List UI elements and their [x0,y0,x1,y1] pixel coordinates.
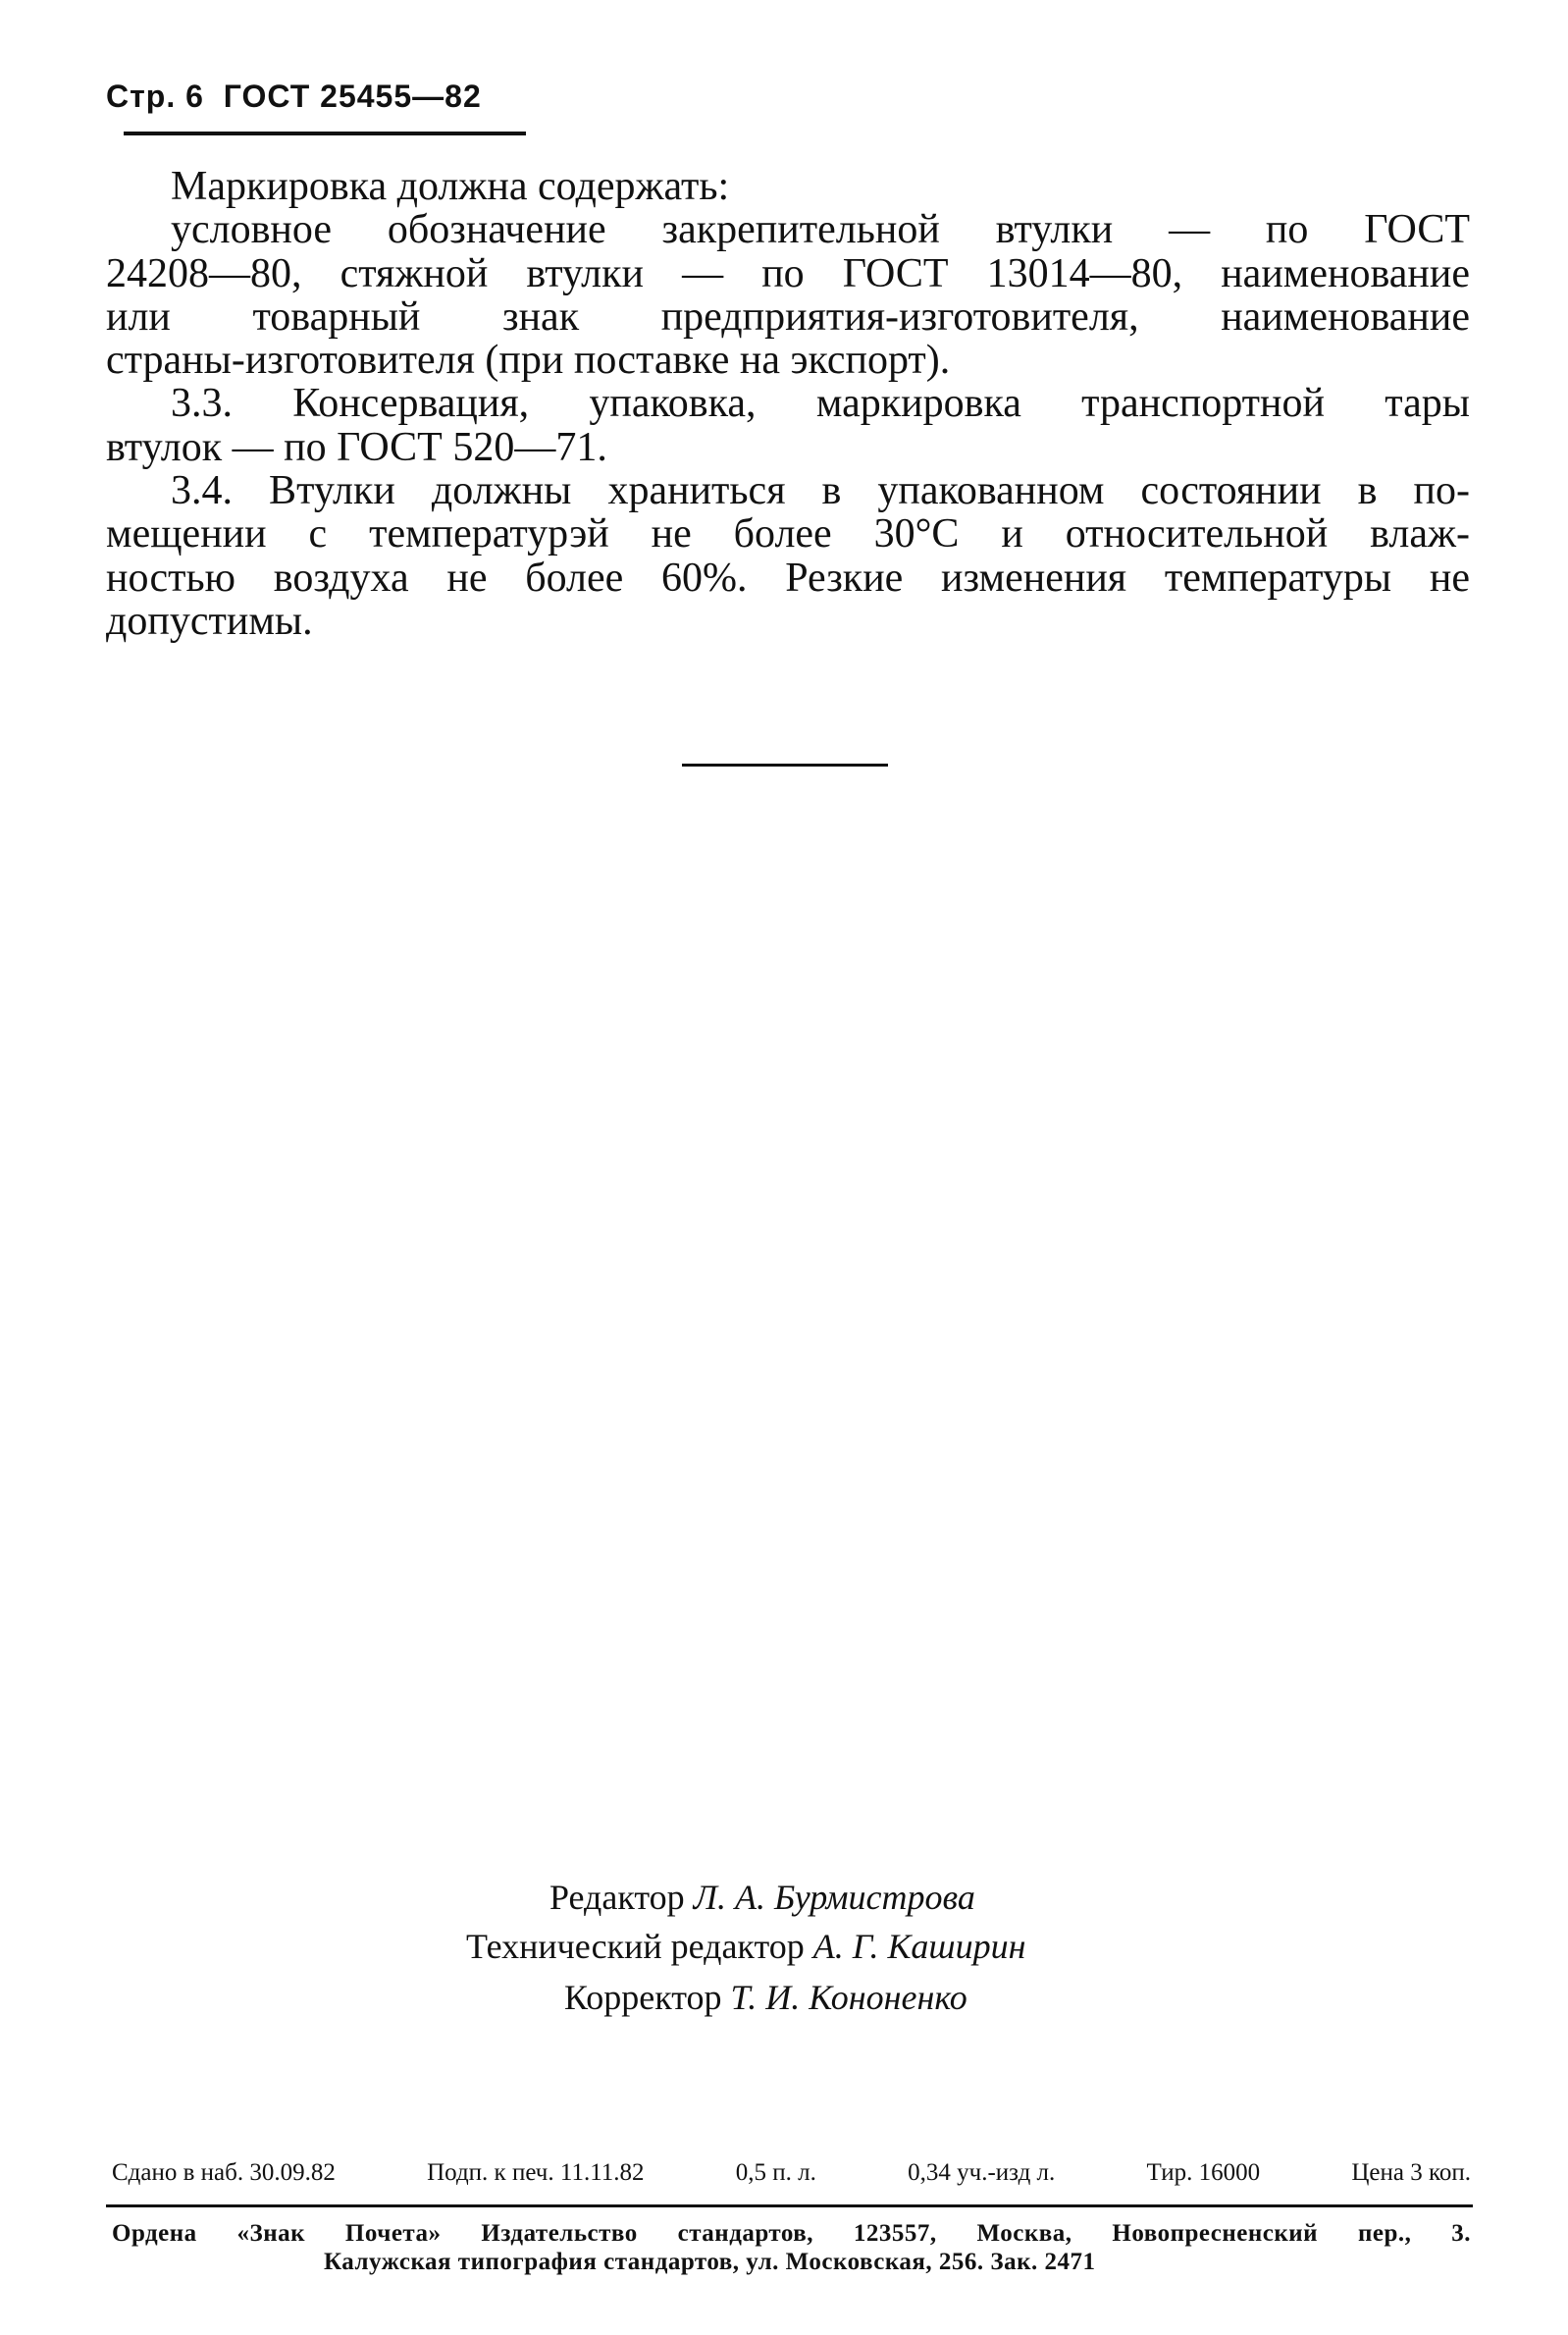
body-line: допустимы. [106,598,313,644]
imprint-signed: Подп. к печ. 11.11.82 [427,2159,645,2186]
corrector-credit [564,1977,967,2018]
editor-credit [549,1877,975,1918]
tech-editor-role: Технический редактор [466,1927,805,1966]
page-number: Стр. 6 [106,79,204,114]
body-line: втулок — по ГОСТ 520—71. [106,424,607,470]
imprint-submitted: Сдано в наб. 30.09.82 [112,2159,336,2186]
imprint-price: Цена 3 коп. [1351,2159,1471,2186]
tech-editor-credit [466,1926,1025,1967]
body-line: Маркировка должна содержать: [171,164,730,209]
body-line: ностью воздуха не более 60%. Резкие изменения температуры не [106,555,1470,601]
body-line: или товарный знак предприятия-изготовителя, наименование [106,293,1470,340]
corrector-role: Корректор [564,1978,722,2017]
body-line: 24208—80, стяжной втулки — по ГОСТ 13014—80, наименование [106,250,1470,296]
imprint-pub-sheets: 0,34 уч.-изд л. [908,2159,1056,2186]
header-rule [124,132,526,135]
editor-name: Л. А. Бурмистрова [693,1878,975,1917]
editor-role: Редактор [549,1878,685,1917]
body-line: 3.3. Консервация, упаковка, маркировка транспортной тары [171,381,1470,427]
body-line: условное обозначение закрепительной втулки — по ГОСТ [171,207,1470,253]
page-header [106,79,482,115]
body-line: мещении с температурэй не более 30°С и относительной влаж- [106,511,1470,557]
body-text [106,165,1470,643]
body-line: страны-изготовителя (при поставке на экспорт). [106,338,951,384]
imprint-rule [106,2204,1473,2207]
section-separator [682,764,888,767]
printer-line: Калужская типография стандартов, ул. Московская, 256. Зак. 2471 [324,2249,1096,2275]
publisher-line: Ордена «Знак Почета» Издательство стандартов, 123557, Москва, Новопресненский пер., 3. [112,2220,1471,2247]
corrector-name: Т. И. Кононенко [730,1978,967,2017]
imprint-line [112,2159,1471,2187]
tech-editor-name: А. Г. Каширин [812,1927,1026,1966]
body-line: 3.4. Втулки должны храниться в упакованном состоянии в по- [171,468,1470,514]
imprint-sheets: 0,5 п. л. [735,2159,816,2186]
standard-code: ГОСТ 25455—82 [223,79,482,114]
imprint-run: Тир. 16000 [1146,2159,1261,2186]
